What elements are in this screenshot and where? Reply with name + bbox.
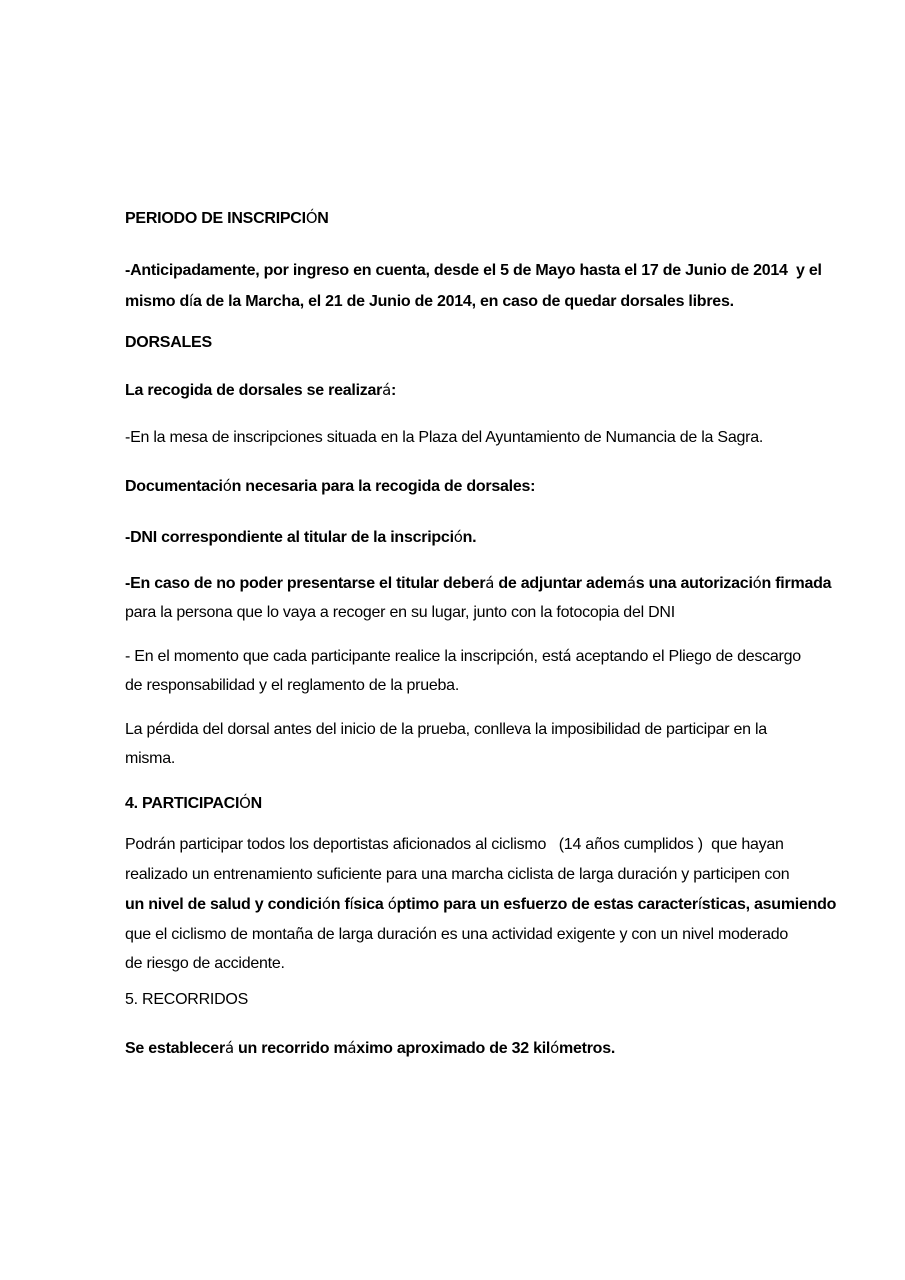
text-line: que el ciclismo de montaña de larga duración es una actividad exigente y con un nivel moderado: [125, 925, 789, 943]
text-line: La recogida de dorsales se realizará:: [125, 381, 397, 399]
para-autorizacion: [125, 568, 832, 628]
text-line: -DNI correspondiente al titular de la inscripción.: [125, 528, 477, 546]
para-participacion: [125, 829, 837, 979]
text-line: - En el momento que cada participante realice la inscripción, está aceptando el Pliego de descargo: [125, 647, 801, 665]
text-line: de responsabilidad y el reglamento de la prueba.: [125, 677, 460, 694]
para-dni-titular: [125, 522, 815, 552]
heading-recorridos: [125, 985, 815, 1015]
heading-participacion: [125, 788, 815, 818]
heading-dorsales: [125, 328, 815, 358]
heading-text: PERIODO DE INSCRIPCIÓN: [125, 209, 329, 227]
text-line: -En la mesa de inscripciones situada en la Plaza del Ayuntamiento de Numancia de la Sagra.: [125, 429, 764, 446]
para-recogida-dorsales: [125, 375, 815, 405]
text-line: -En caso de no poder presentarse el titular deberá de adjuntar además una autorización firmada: [125, 574, 832, 592]
text-line: -Anticipadamente, por ingreso en cuenta, desde el 5 de Mayo hasta el 17 de Junio de 2014 y el: [125, 262, 822, 279]
text-line: de riesgo de accidente.: [125, 955, 285, 972]
para-perdida-dorsal: [125, 714, 815, 774]
heading-periodo-inscripcion: [125, 203, 815, 233]
heading-text: 4. PARTICIPACIÓN: [125, 794, 262, 812]
text-line: un nivel de salud y condición física óptimo para un esfuerzo de estas características, asumiendo: [125, 895, 837, 913]
para-documentacion: [125, 471, 815, 501]
text-line: Podrán participar todos los deportistas aficionados al ciclismo (14 años cumplidos ) que hayan: [125, 835, 784, 853]
document-content: [125, 203, 837, 1063]
para-recorrido-maximo: [125, 1033, 815, 1063]
text-line: La pérdida del dorsal antes del inicio de la prueba, conlleva la imposibilidad de participar en la: [125, 720, 767, 738]
heading-text: DORSALES: [125, 334, 212, 351]
heading-text: 5. RECORRIDOS: [125, 991, 248, 1008]
text-line: mismo día de la Marcha, el 21 de Junio de 2014, en caso de quedar dorsales libres.: [125, 292, 734, 310]
text-line: para la persona que lo vaya a recoger en su lugar, junto con la fotocopia del DNI: [125, 604, 675, 621]
text-line: Se establecerá un recorrido máximo aproximado de 32 kilómetros.: [125, 1039, 616, 1057]
text-line: Documentación necesaria para la recogida de dorsales:: [125, 477, 536, 495]
text-line: realizado un entrenamiento suficiente para una marcha ciclista de larga duración y participen con: [125, 865, 790, 883]
para-pliego-descargo: [125, 641, 815, 701]
para-fechas-inscripcion: [125, 256, 822, 316]
para-mesa-inscripciones: [125, 423, 815, 453]
text-line: misma.: [125, 750, 176, 767]
